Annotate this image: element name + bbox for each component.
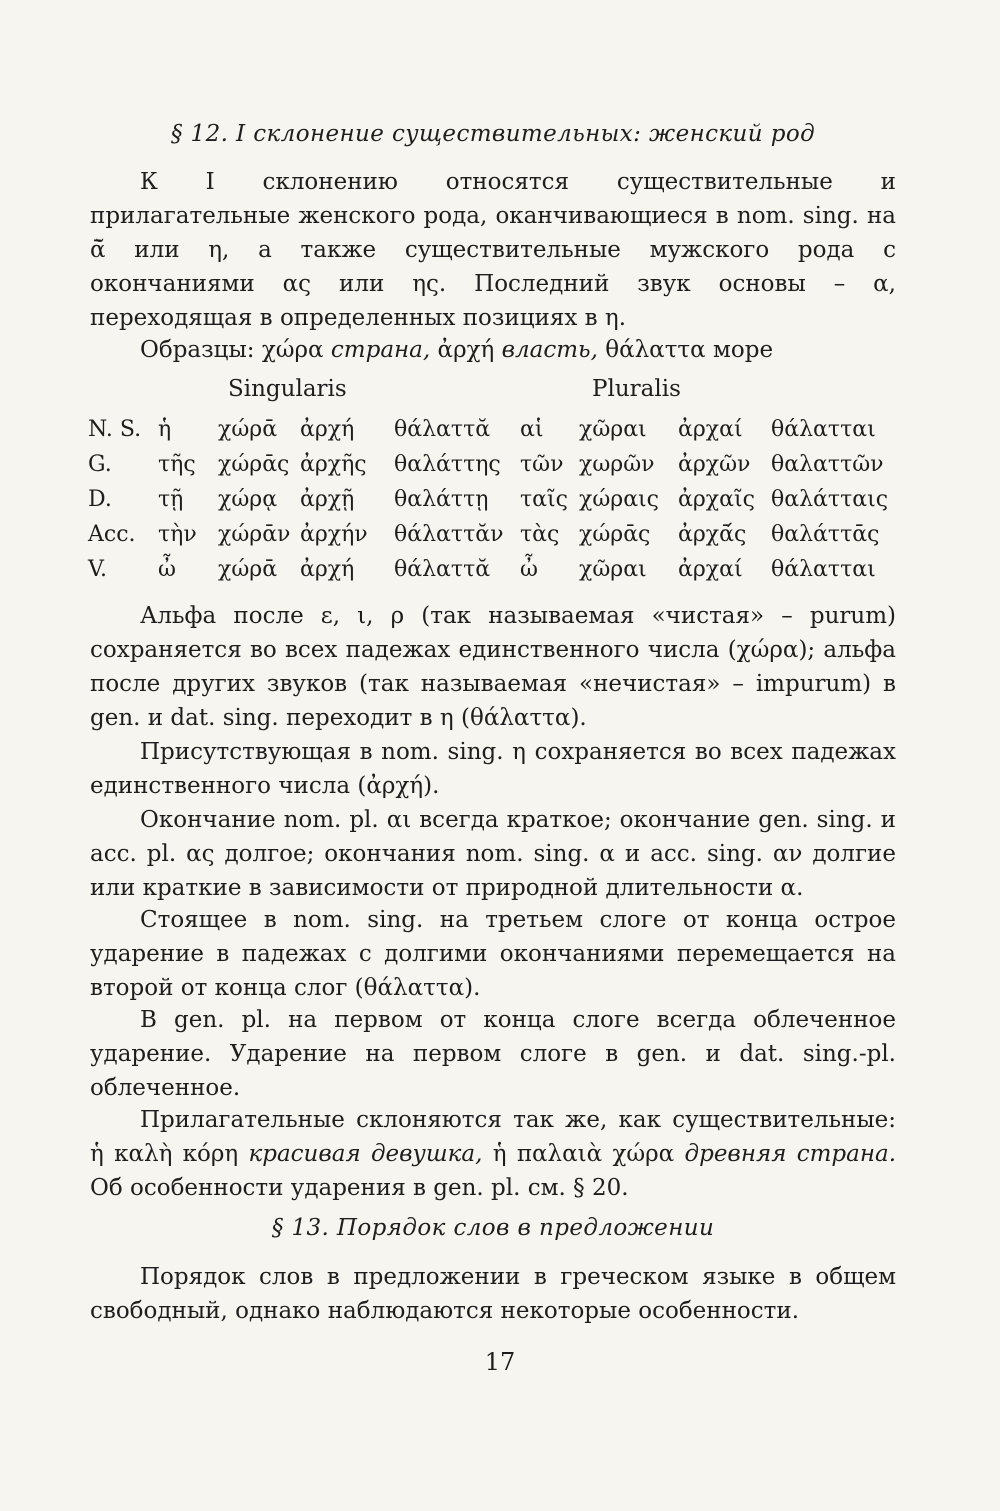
declension-cell: θαλάτταις — [771, 487, 889, 512]
declension-cell: θάλαττᾰ — [394, 557, 491, 582]
declension-cell: θαλάττῃ — [394, 487, 489, 512]
section-12-intro: К I склонению относятся существительные и прилагательные женского рода, оканчивающиеся в nom. sing. на ᾱ̆ или η, а также существительные мужского рода с окончаниями ας или ης. Последний звук основы – α, переходящая в определенных позициях в η. — [90, 169, 896, 331]
paragraph-gen-pl: В gen. pl. на первом от конца слоге всегда облеченное ударение. Ударение на первом слоге в gen. и dat. sing.-pl. облеченное. — [90, 1007, 896, 1101]
declension-cell: τῇ — [158, 487, 184, 512]
declension-cell: ἀρχήν — [300, 522, 368, 547]
declension-cell: χώρᾱ — [218, 557, 278, 582]
samples-label: Образцы: — [140, 337, 255, 363]
paragraph-adjectives — [90, 1103, 896, 1205]
declension-cell: τῆς — [158, 452, 196, 477]
paragraph-alpha-purum: Альфа после ε, ι, ρ (так называемая «чистая» – purum) сохраняется во всех падежах единственного числа (χώρα); альфа после других звуков (так называемая «нечистая» – impurum) в gen. и dat. sing. переходит в η (θάλαττα). — [90, 603, 896, 731]
declension-cell: θάλαττᾰν — [394, 522, 504, 547]
declension-row — [88, 412, 901, 447]
declension-cell: χώρᾱς — [218, 452, 290, 477]
declension-cell: θάλατται — [771, 417, 876, 442]
declension-cell: ὦ — [520, 557, 538, 582]
declension-cell: χώρᾱ — [218, 417, 278, 442]
paragraph-endings: Окончание nom. pl. αι всегда краткое; окончание gen. sing. и acc. pl. ας долгое; окончания nom. sing. α и acc. sing. αν долгие или краткие в зависимости от природной длительности α. — [90, 807, 896, 901]
declension-cell: αἱ — [520, 417, 544, 442]
sample-word-2: ἀρχή — [437, 337, 495, 363]
case-label: G. — [88, 452, 112, 477]
declension-cell: ἀρχαί — [678, 417, 743, 442]
declension-cell: τῶν — [520, 452, 564, 477]
section-13-text: Порядок слов в предложении в греческом языке в общем свободный, однако наблюдаются некоторые особенности. — [90, 1264, 896, 1324]
declension-cell: ἀρχή — [300, 417, 355, 442]
declension-cell: ἀρχαί — [678, 557, 743, 582]
adjective-translation-2: древняя страна. — [684, 1141, 897, 1167]
sample-word-3: θάλαττα — [605, 337, 706, 363]
sample-translation-2: власть, — [501, 337, 598, 363]
declension-row — [88, 517, 901, 552]
adjective-example-1: ἡ καλὴ κόρη — [90, 1141, 239, 1167]
declension-cell: τὴν — [158, 522, 197, 547]
declension-cell: χωρῶν — [579, 452, 655, 477]
declension-cell: ἀρχῶν — [678, 452, 751, 477]
declension-row — [88, 552, 901, 587]
declension-cell: ἀρχαῖς — [678, 487, 755, 512]
declension-cell: ἀρχᾱ́ς — [678, 522, 747, 547]
declension-row — [88, 482, 901, 517]
paragraph-accent: Стоящее в nom. sing. на третьем слоге от конца острое ударение в падежах с долгими окончаниями перемещается на второй от конца слог (θάλαττα). — [90, 907, 896, 1001]
page-number: 17 — [484, 1348, 516, 1376]
section-12-title: § 12. I склонение существительных: женский род — [170, 121, 816, 147]
declension-cell: θάλαττᾰ — [394, 417, 491, 442]
declension-cell: θαλάττης — [394, 452, 501, 477]
adjectives-lead: Прилагательные склоняются так же, как существительные: — [140, 1107, 896, 1133]
sample-translation-1: страна, — [330, 337, 431, 363]
sample-translation-3: море — [713, 337, 774, 363]
case-label: V. — [88, 557, 108, 582]
declension-cell: ταῖς — [520, 487, 568, 512]
paragraph-eta: Присутствующая в nom. sing. η сохраняется во всех падежах единственного числа (ἀρχή). — [90, 739, 896, 799]
declension-cell: θαλάττᾱς — [771, 522, 880, 547]
case-label: D. — [88, 487, 112, 512]
case-label: Acc. — [88, 522, 136, 547]
declension-cell: ὦ — [158, 557, 176, 582]
adjectives-tail: Об особенности ударения в gen. pl. см. § 20. — [90, 1175, 629, 1201]
adjective-translation-1: красивая девушка, — [248, 1141, 483, 1167]
declension-cell: θαλαττῶν — [771, 452, 884, 477]
declension-cell: χώρᾱν — [218, 522, 291, 547]
singularis-header: Singularis — [228, 376, 347, 402]
declension-cell: τὰς — [520, 522, 560, 547]
declension-cell: χῶραι — [579, 557, 647, 582]
section-13-title: § 13. Порядок слов в предложении — [271, 1215, 715, 1241]
declension-cell: χῶραι — [579, 417, 647, 442]
adjective-example-2: ἡ παλαιὰ χώρα — [492, 1141, 675, 1167]
pluralis-header: Pluralis — [592, 376, 681, 402]
declension-cell: χώρᾳ — [218, 487, 278, 512]
declension-table — [88, 412, 901, 587]
declension-cell: ἡ — [158, 417, 172, 442]
declension-cell: χώραις — [579, 487, 660, 512]
samples-line — [90, 333, 896, 367]
declension-row — [88, 447, 901, 482]
sample-word-1: χώρα — [261, 337, 324, 363]
declension-cell: θάλατται — [771, 557, 876, 582]
declension-cell: ἀρχή — [300, 557, 355, 582]
case-label: N. S. — [88, 417, 142, 442]
declension-cell: ἀρχῆς — [300, 452, 367, 477]
declension-cell: ἀρχῇ — [300, 487, 355, 512]
declension-cell: χώρᾱς — [579, 522, 651, 547]
